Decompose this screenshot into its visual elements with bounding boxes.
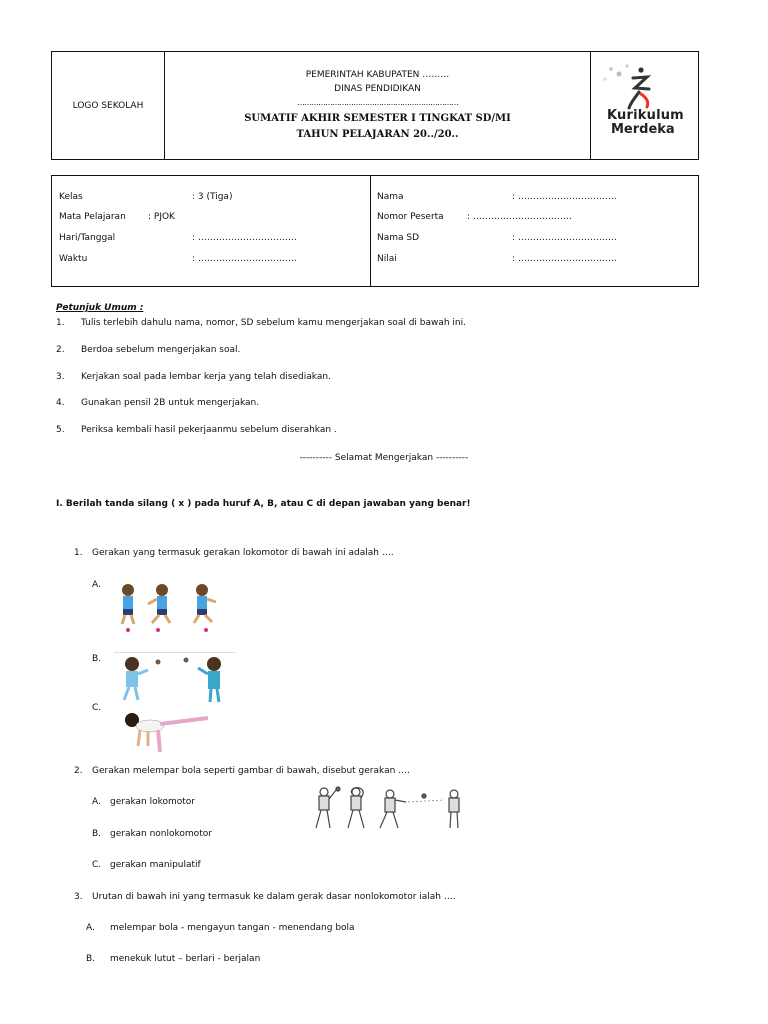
student-info-box <box>51 175 699 287</box>
option-text[interactable]: gerakan manipulatif <box>110 860 201 870</box>
instruction-num: 2. <box>56 345 65 355</box>
class-label: Kelas <box>59 192 83 202</box>
score-label: Nilai <box>377 254 397 264</box>
option-letter[interactable]: A. <box>92 580 101 590</box>
time-value: : …………………………… <box>192 254 297 264</box>
header-line-government: PEMERINTAH KABUPATEN ……… <box>305 70 450 80</box>
logo-word-kurikulum: Kurikulum <box>607 108 684 123</box>
instruction-num: 3. <box>56 372 65 382</box>
participant-number-value: : …………………………… <box>467 212 572 222</box>
header-box <box>51 51 699 160</box>
question-text: Urutan di bawah ini yang termasuk ke dalam gerak dasar nonlokomotor ialah …. <box>92 892 456 902</box>
option-letter[interactable]: B. <box>92 829 102 839</box>
option-letter[interactable]: A. <box>92 797 101 807</box>
option-letter[interactable]: B. <box>92 654 102 664</box>
name-label: Nama <box>377 192 404 202</box>
option-letter[interactable]: C. <box>92 860 102 870</box>
class-value: : 3 (Tiga) <box>192 192 233 202</box>
instruction-text: Kerjakan soal pada lembar kerja yang telah disediakan. <box>81 372 331 382</box>
option-letter[interactable]: B. <box>86 954 96 964</box>
option-text[interactable]: melempar bola - mengayun tangan - menendang bola <box>110 923 355 933</box>
ball-throwing-sequence-illustration <box>308 786 464 836</box>
question-number: 1. <box>74 548 83 558</box>
date-label: Hari/Tanggal <box>59 233 116 243</box>
question-number: 3. <box>74 892 83 902</box>
score-value: : …………………………… <box>512 254 617 264</box>
school-logo-cell <box>52 52 165 159</box>
good-luck-line: ---------- Selamat Mengerjakan ---------- <box>299 453 469 463</box>
instruction-text: Gunakan pensil 2B untuk mengerjakan. <box>81 398 260 408</box>
name-value: : …………………………… <box>512 192 617 202</box>
question-text: Gerakan melempar bola seperti gambar di bawah, disebut gerakan …. <box>92 766 411 776</box>
school-logo-placeholder: LOGO SEKOLAH <box>72 100 144 111</box>
info-left-column <box>52 176 371 286</box>
school-year: TAHUN PELAJARAN 20../20.. <box>296 129 459 140</box>
option-text[interactable]: gerakan lokomotor <box>110 797 196 807</box>
option-letter[interactable]: C. <box>92 703 102 713</box>
balance-pose-illustration <box>118 710 218 758</box>
instruction-num: 5. <box>56 425 65 435</box>
kurikulum-merdeka-emblem-icon <box>591 52 698 159</box>
option-letter[interactable]: A. <box>86 923 95 933</box>
instruction-text: Berdoa sebelum mengerjakan soal. <box>81 345 241 355</box>
date-value: : …………………………… <box>192 233 297 243</box>
school-name-label: Nama SD <box>377 233 420 243</box>
header-line-dots: …………………………………………………………… <box>297 98 458 107</box>
instruction-num: 1. <box>56 318 65 328</box>
instruction-text: Tulis terlebih dahulu nama, nomor, SD sebelum kamu mengerjakan soal di bawah ini. <box>81 318 467 328</box>
option-text[interactable]: menekuk lutut – berlari - berjalan <box>110 954 261 964</box>
instruction-text: Periksa kembali hasil pekerjaanmu sebelum diserahkan . <box>81 425 337 435</box>
walking-children-illustration <box>114 582 224 634</box>
throwing-catching-illustration <box>114 652 236 707</box>
section-1-title: I. Berilah tanda silang ( x ) pada huruf A, B, atau C di depan jawaban yang benar! <box>56 499 471 509</box>
subject-value: : PJOK <box>148 212 175 222</box>
header-line-department: DINAS PENDIDIKAN <box>334 84 421 94</box>
instruction-num: 4. <box>56 398 65 408</box>
option-text[interactable]: gerakan nonlokomotor <box>110 829 212 839</box>
instructions-heading: Petunjuk Umum : <box>56 303 144 313</box>
exam-title: SUMATIF AKHIR SEMESTER I TINGKAT SD/MI <box>244 113 511 124</box>
question-number: 2. <box>74 766 83 776</box>
question-text: Gerakan yang termasuk gerakan lokomotor di bawah ini adalah …. <box>92 548 394 558</box>
participant-number-label: Nomor Peserta <box>377 212 444 222</box>
subject-label: Mata Pelajaran <box>59 212 126 222</box>
time-label: Waktu <box>59 254 88 264</box>
title-cell <box>165 52 591 159</box>
kurikulum-merdeka-logo <box>591 52 698 159</box>
school-name-value: : …………………………… <box>512 233 617 243</box>
logo-word-merdeka: Merdeka <box>611 122 675 137</box>
